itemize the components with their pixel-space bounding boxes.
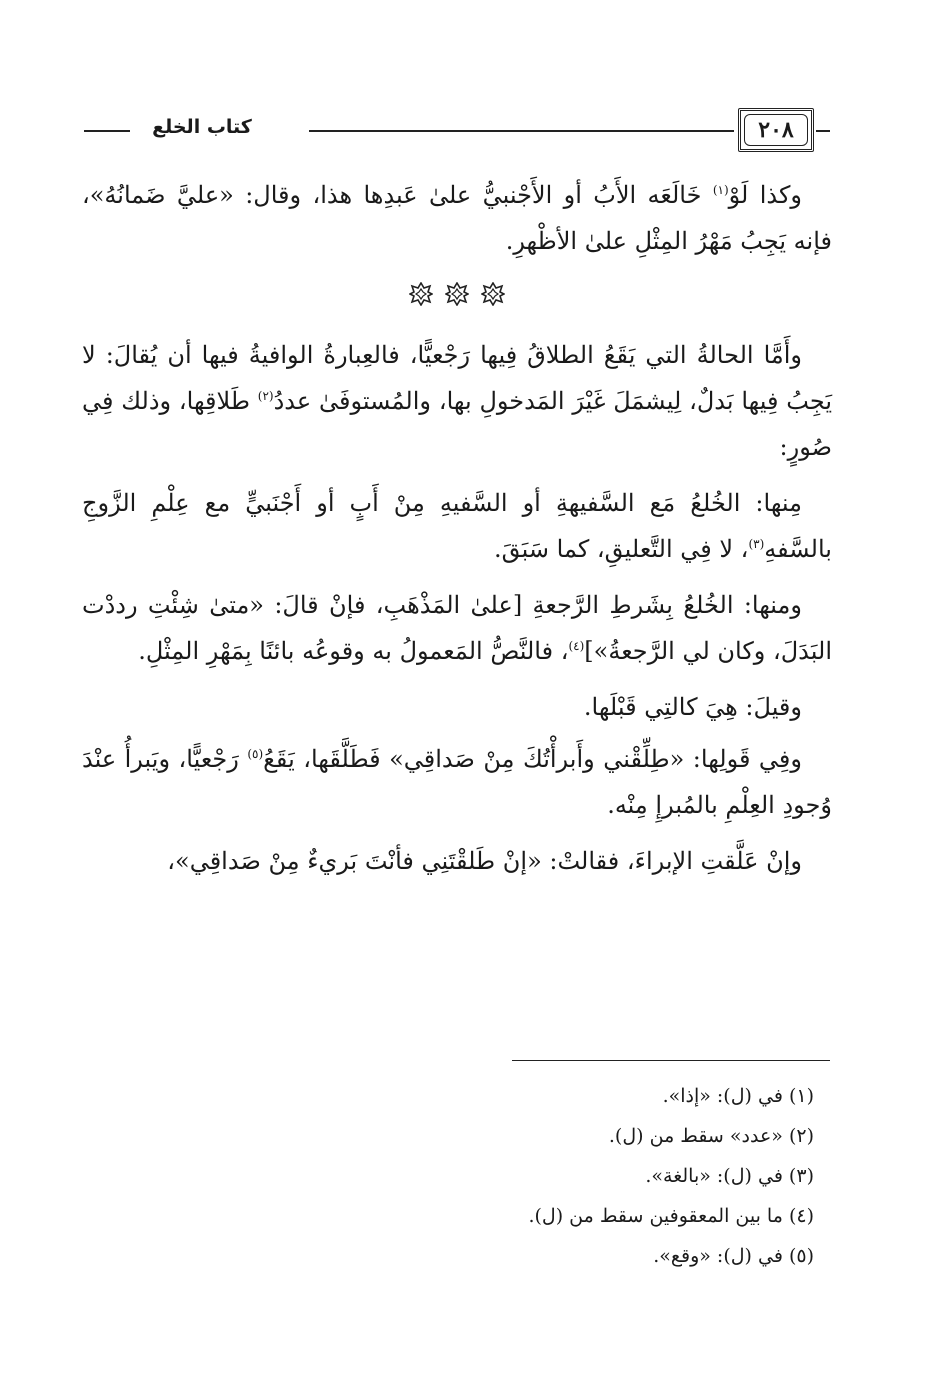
octagram-ornament-icon [481,282,505,306]
paragraph-6-text: وفِي قَولِها: «طِلِّقْني وأَبرأْتُكَ مِنْ صَداقِي» فَطَلَّقَها، يَقَعُ [263,745,802,773]
footnote-4: (٤) ما بين المعقوفين سقط من (ل). [528,1205,814,1227]
section-divider-ornament [82,274,832,314]
page-header [80,108,830,160]
header-rule-left [84,130,130,132]
footnote-3: (٣) في (ل): «بالغة». [645,1165,814,1187]
octagram-ornament-icon [409,282,433,306]
paragraph-5: وقيلَ: هِيَ كالتِي قَبْلَها. [583,693,802,721]
header-rule-main [309,130,734,132]
footnotes [214,1076,814,1276]
running-title: كتاب الخلع [152,116,252,138]
paragraph-4 [82,582,832,674]
paragraph-6 [82,736,832,828]
paragraph-6-rest: رَجْعيًّا، ويَبرأُ عنْدَ وُجودِ العِلْمِ بالمُبرإِ مِنْه. [82,745,832,819]
footnote-separator [512,1060,830,1061]
footnote-ref-5[interactable]: (٥) [247,747,264,761]
paragraph-4-rest: ، فالنَّصُّ المَعمولُ به وقوعُه بائنًا بِمَهْرِ المِثْلِ. [138,637,569,665]
header-rule-right [816,130,830,132]
footnote-ref-4[interactable]: (٤) [568,639,585,653]
paragraph-1 [82,172,832,264]
footnote-ref-1[interactable]: (١) [712,183,729,197]
paragraph-1-rest: خَالَعَه الأَبُ أو الأَجْنبيُّ علىٰ عَبدِها هذا، وقال: «عليَّ ضَمانُهُ»، فإنه يَجِبُ مَهْرُ المِثْلِ علىٰ الأظْهرِ. [82,181,832,255]
footnote-2: (٢) «عدد» سقط من (ل). [608,1125,814,1147]
footnote-5: (٥) في (ل): «وقع». [653,1245,814,1267]
paragraph-7: وإنْ عَلَّقتِ الإبراءَ، فقالتْ: «إنْ طَلقْتَنِي فأنْتَ بَريءٌ مِنْ صَداقِي»، [167,847,802,875]
page-number-frame [738,108,814,152]
paragraph-4-text: ومنها: الخُلعُ بِشَرطِ الرَّجعةِ [علىٰ المَذْهَبِ، فإنْ قالَ: «متىٰ شِئْتِ رددْت البَدَلَ، وكان لي الرَّجعةُ»] [82,591,832,665]
page-number: ٢٠٨ [744,114,808,146]
paragraph-1-text: وكذا لَوْ [728,181,803,209]
paragraph-3 [82,480,832,572]
octagram-ornament-icon [445,282,469,306]
footnote-ref-2[interactable]: (٢) [257,389,274,403]
paragraph-2-text: وأَمَّا الحالةُ التي يَقَعُ الطلاقُ فِيها رَجْعيًّا، فالعِبارةُ الوافيةُ فيها أن يُقالَ: لا يَجِبُ فِيها بَدلٌ، لِيشمَلَ غَيْرَ المَدخولِ بها، والمُستوفَىٰ عددُ [82,341,833,415]
paragraph-3-rest: ، لا فِي التَّعليقِ، كما سَبَقَ. [494,535,749,563]
main-text [82,172,832,884]
footnote-ref-3[interactable]: (٣) [748,537,765,551]
paragraph-2-rest: طَلاقِها، وذلك فِي صُورٍ: [82,387,832,461]
paragraph-3-text: مِنها: الخُلعُ مَع السَّفيهةِ أو السَّفيهِ مِنْ أَبٍ أو أَجْنَبيٍّ مع عِلْمِ الزَّوجِ بالسَّفهِ [82,489,832,563]
footnote-1: (١) في (ل): «إذا». [662,1085,814,1107]
paragraph-2 [82,332,832,470]
